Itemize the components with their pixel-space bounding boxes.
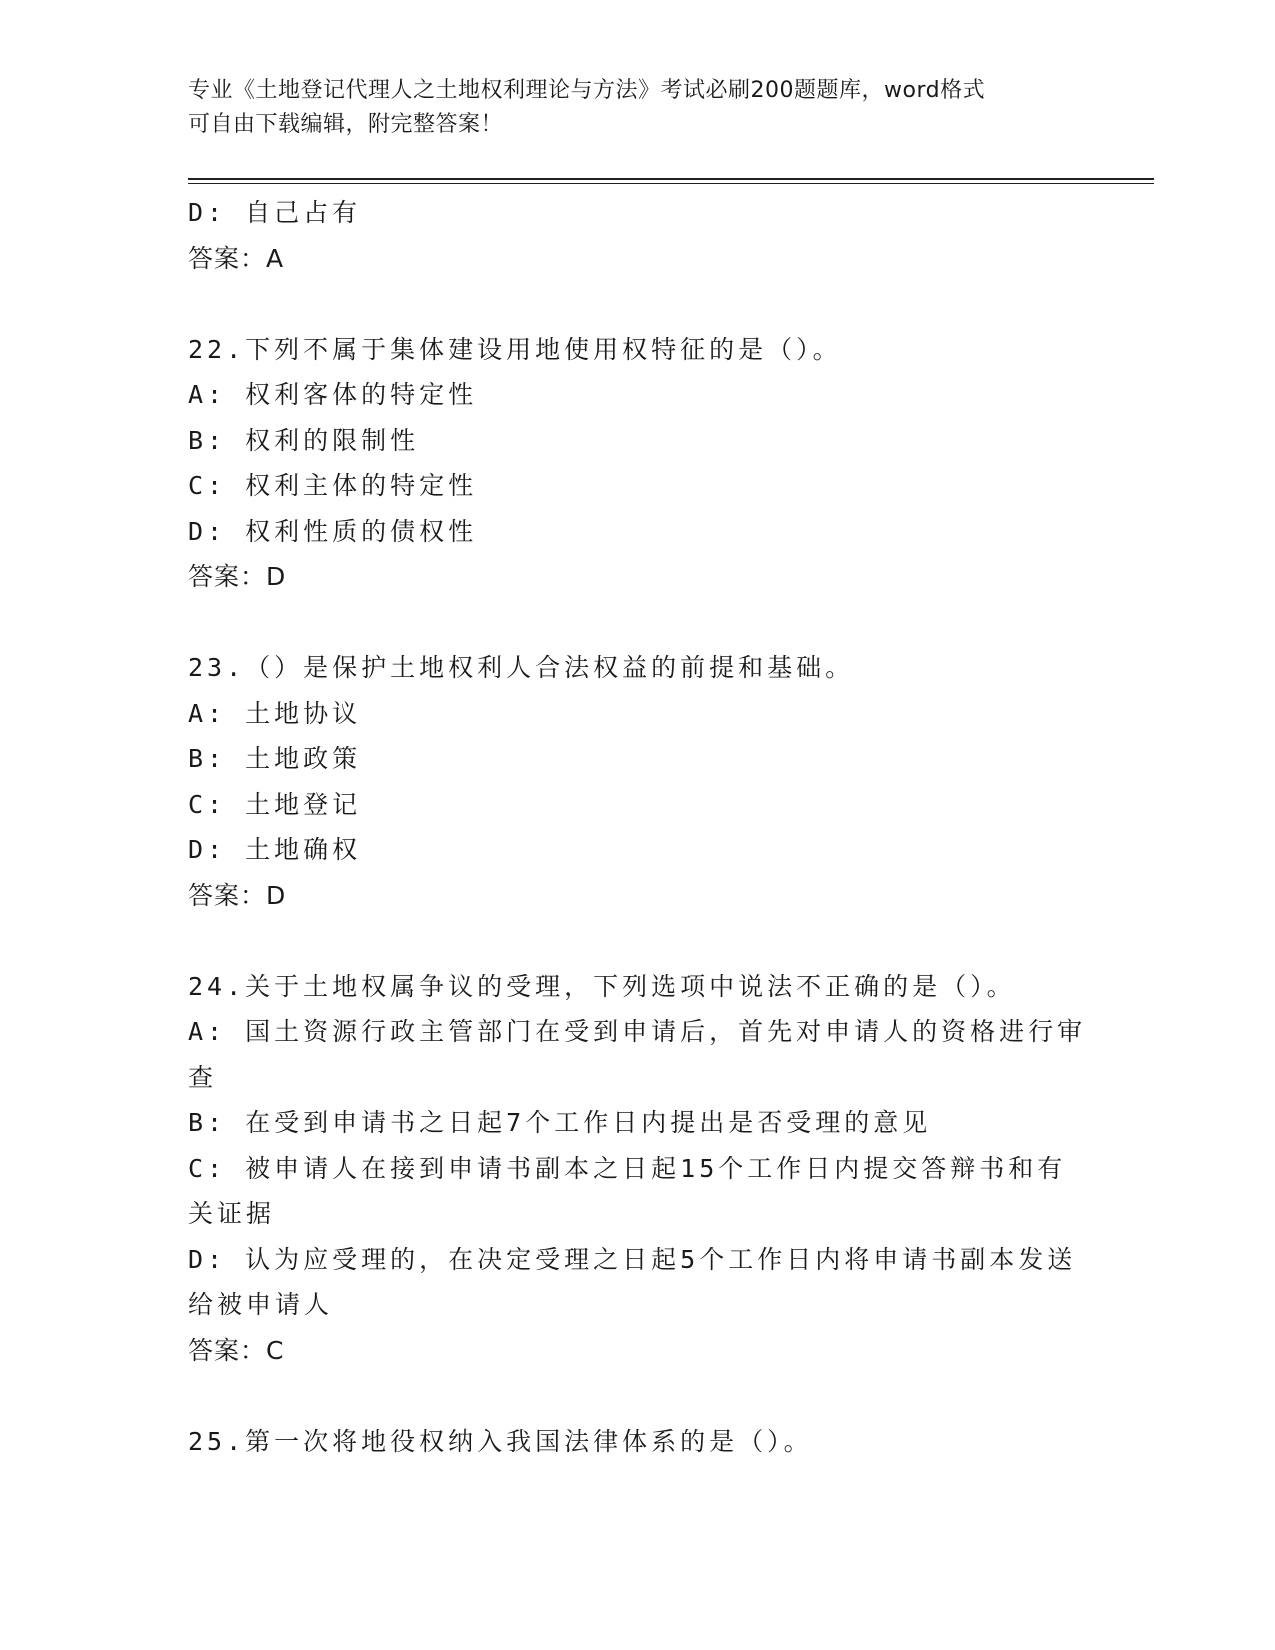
document-header (188, 74, 1088, 142)
header-line-1: 专业《土地登记代理人之土地权利理论与方法》考试必刷200题题库，word格式 (188, 78, 986, 103)
question-list (188, 190, 1088, 1464)
q24-option-c-line-2: 关证据 (188, 1199, 276, 1228)
q24-option-b: B: 在受到申请书之日起7个工作日内提出是否受理的意见 (188, 1108, 932, 1137)
spacer (188, 918, 1088, 964)
header-divider-thin (188, 183, 1154, 184)
q24-option-d-line-1: D: 认为应受理的，在决定受理之日起5个工作日内将申请书副本发送 (188, 1244, 1077, 1274)
spacer (188, 600, 1088, 646)
q22-option-d: D: 权利性质的债权性 (188, 516, 478, 546)
q24-option-a-line-1: A: 国土资源行政主管部门在受到申请后，首先对申请人的资格进行审 (188, 1017, 1087, 1046)
q24-answer: 答案：C (188, 1335, 285, 1365)
q22-option-a: A: 权利客体的特定性 (188, 380, 478, 409)
q23-option-b: B: 土地政策 (188, 744, 362, 773)
q24-option-c-line-1: C: 被申请人在接到申请书副本之日起15个工作日内提交答辩书和有 (188, 1153, 1067, 1183)
q23-option-d: D: 土地确权 (188, 835, 362, 864)
q24-option-a-line-2: 查 (188, 1062, 218, 1092)
header-divider-thick (188, 178, 1154, 180)
q23-option-c: C: 土地登记 (188, 789, 362, 819)
q24-question: 24.关于土地权属争议的受理，下列选项中说法不正确的是（）。 (188, 971, 1016, 1001)
spacer (188, 1373, 1088, 1419)
q22-question: 22.下列不属于集体建设用地使用权特征的是（）。 (188, 334, 842, 364)
q23-question: 23.（）是保护土地权利人合法权益的前提和基础。 (188, 653, 855, 682)
q23-answer: 答案：D (188, 880, 287, 910)
prev-answer: 答案：A (188, 243, 285, 273)
header-line-2: 可自由下载编辑，附完整答案！ (188, 112, 504, 137)
q24-option-d-line-2: 给被申请人 (188, 1290, 334, 1319)
spacer (188, 281, 1088, 327)
q23-option-a: A: 土地协议 (188, 698, 362, 728)
prev-option-d: D: 自己占有 (188, 198, 362, 227)
q22-answer: 答案：D (188, 562, 287, 591)
q22-option-b: B: 权利的限制性 (188, 425, 420, 455)
q22-option-c: C: 权利主体的特定性 (188, 471, 478, 500)
q25-question: 25.第一次将地役权纳入我国法律体系的是（）。 (188, 1426, 813, 1456)
